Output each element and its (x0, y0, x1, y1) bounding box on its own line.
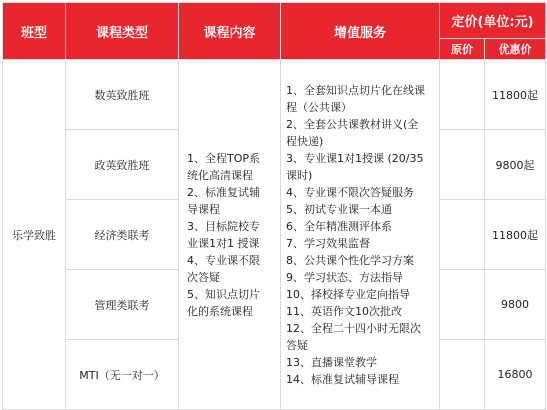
discount-price-cell: 9800 (485, 270, 546, 340)
course-content-cell (179, 60, 281, 410)
value-service-line: 10、择校择专业定向指导 (286, 287, 410, 301)
course-content-line: 导课程 (187, 202, 220, 216)
value-service-line: 课时) (286, 168, 313, 182)
course-type-cell: 数英致胜班 (66, 60, 179, 130)
course-content-line: 1、全程TOP系 (187, 151, 261, 165)
value-service-line: 8、公共课个性化学习方案 (286, 253, 414, 267)
value-service-line: 11、英语作文10次批改 (286, 304, 402, 318)
discount-price-cell: 16800 (485, 340, 546, 410)
class-type-cell: 乐学致胜 (3, 60, 66, 410)
discount-price-cell: 11800起 (485, 60, 546, 130)
course-content-line: 次答疑 (187, 270, 220, 284)
value-service-line: 9、学习状态、方法指导 (286, 270, 403, 284)
value-service-line: 7、学习效果监督 (286, 236, 370, 250)
original-price-cell (440, 60, 485, 130)
value-service-line: 1、全套知识点切片化在线课 (286, 83, 425, 97)
header-course-type: 课程类型 (66, 3, 179, 60)
value-service-line: 程（公共课） (286, 100, 352, 114)
value-service-line: 6、全年精准测评体系 (286, 219, 392, 233)
course-type-cell: 政英致胜班 (66, 130, 179, 200)
original-price-cell (440, 270, 485, 340)
value-service-line: 5、初试专业课一本通 (286, 202, 392, 216)
course-content-line: 3、目标院校专 (187, 219, 260, 233)
discount-price-cell: 11800起 (485, 200, 546, 270)
value-service-line: 4、专业课不限次答疑服务 (286, 185, 414, 199)
value-service-line: 13、直播课堂教学 (286, 355, 377, 369)
course-content-line: 2、标准复试辅 (187, 185, 260, 199)
original-price-cell (440, 340, 485, 410)
value-service-line: 14、标准复试辅导课程 (286, 372, 399, 386)
header-value-service: 增值服务 (281, 3, 440, 60)
course-content-line: 化的系统课程 (187, 304, 253, 318)
course-content-line: 5、知识点切片 (187, 287, 260, 301)
value-service-line: 12、全程二十四小时无限次 (286, 321, 421, 335)
header-price-group: 定价(单位:元) (440, 3, 546, 39)
course-type-cell: 管理类联考 (66, 270, 179, 340)
header-original-price: 原价 (440, 39, 485, 60)
header-course-content: 课程内容 (179, 3, 281, 60)
course-content-line: 统化高清课程 (187, 168, 253, 182)
value-service-line: 程快递) (286, 134, 324, 148)
original-price-cell (440, 130, 485, 200)
discount-price-cell: 9800起 (485, 130, 546, 200)
value-service-line: 3、专业课1对1授课 (20/35 (286, 151, 424, 165)
value-service-cell (281, 60, 440, 410)
header-discount-price: 优惠价 (485, 39, 546, 60)
course-type-cell: 经济类联考 (66, 200, 179, 270)
value-service-line: 2、全套公共课教材讲义(全 (286, 117, 419, 131)
value-service-line: 答疑 (286, 338, 308, 352)
course-content-line: 业课1对1 授课 (187, 236, 260, 250)
pricing-table (2, 2, 546, 410)
course-content-line: 4、专业课不限 (187, 253, 260, 267)
original-price-cell (440, 200, 485, 270)
course-type-cell: MTI（无一对一） (66, 340, 179, 410)
header-class-type: 班型 (3, 3, 66, 60)
